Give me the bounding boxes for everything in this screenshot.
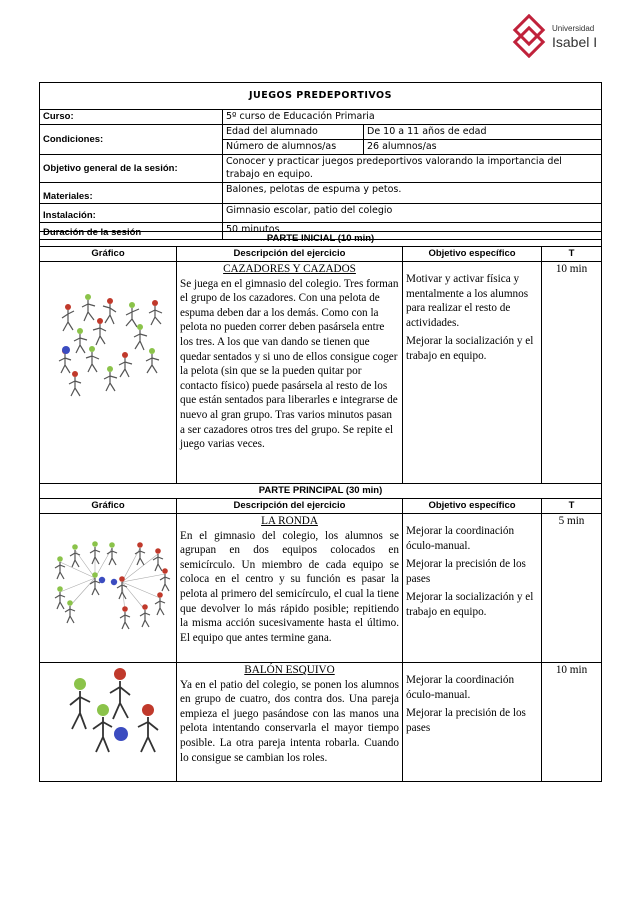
- col-grafico: Gráfico: [40, 499, 177, 514]
- curso-value: 5º curso de Educación Primaria: [223, 110, 602, 125]
- exercise-title: CAZADORES Y CAZADOS: [223, 263, 356, 275]
- parte-principal-title: PARTE PRINCIPAL (30 min): [40, 484, 602, 499]
- exercise-text: En el gimnasio del colegio, los alumnos se agrupan en dos equipos colocados en semicírculo. Un miembro de cada equipo se coloca en el centro y su función es pasar la pelota al primero del semicírculo, el cual la tiene que devolver lo más rápido posible; repitiendo la misma acción sucesivamente hasta el último. El equipo que antes termine gana.: [180, 529, 399, 644]
- balon-esquivo-time: 10 min: [542, 663, 602, 782]
- stick-figures-illustration: [40, 262, 177, 483]
- objective-item: Mejorar la coordinación óculo-manual.: [406, 525, 515, 552]
- instalacion-label: Instalación:: [40, 204, 223, 223]
- exercises-table: [39, 231, 602, 782]
- exercise-row: [40, 663, 602, 782]
- column-header-row: [40, 247, 602, 262]
- edad-label: Edad del alumnado: [223, 125, 364, 140]
- col-grafico: Gráfico: [40, 247, 177, 262]
- materiales-label: Materiales:: [40, 183, 223, 204]
- balon-esquivo-objectives: [403, 663, 542, 782]
- la-ronda-time: 5 min: [542, 514, 602, 663]
- col-tiempo: T: [542, 499, 602, 514]
- objective-item: Mejorar la precisión de los pases: [406, 558, 526, 585]
- materiales-value: Balones, pelotas de espuma y petos.: [223, 183, 602, 204]
- objective-item: Mejorar la socialización y el trabajo en equipo.: [406, 335, 534, 362]
- cazadores-graphic: [40, 262, 177, 484]
- instalacion-value: Gimnasio escolar, patio del colegio: [223, 204, 602, 223]
- cazadores-objectives: [403, 262, 542, 484]
- exercise-title: BALÓN ESQUIVO: [244, 664, 335, 676]
- objective-item: Mejorar la socialización y el trabajo en equipo.: [406, 591, 534, 618]
- exercise-row: [40, 514, 602, 663]
- objective-item: Mejorar la precisión de los pases: [406, 707, 526, 734]
- logo-line2: Isabel I: [552, 34, 598, 50]
- objetivo-label: Objetivo general de la sesión:: [40, 155, 223, 183]
- session-info-table: [39, 82, 602, 240]
- balon-esquivo-graphic: [40, 663, 177, 782]
- exercise-title: LA RONDA: [261, 515, 318, 527]
- col-descripcion: Descripción del ejercicio: [177, 499, 403, 514]
- cazadores-time: 10 min: [542, 262, 602, 484]
- col-objetivo: Objetivo específico: [403, 499, 542, 514]
- exercise-text: Se juega en el gimnasio del colegio. Tres forman el grupo de los cazadores. Con una pelota de espuma deben dar a los demás. Como con la pelota no pueden correr deben pasársela entre los tres. A los que van dando se tienen que quedar sentados y si uno de ellos consigue coger la pelota (sin que se la pueden quitar por contacto físico) puede pasársela al resto de los que están sentados para liberarles e integrarse de nuevo al gran grupo. Tras varios minutos pasan a ser cazadores otros tres del grupo. Se repite el juego varias veces.: [180, 277, 399, 451]
- circle-formation-illustration: [40, 514, 177, 662]
- col-descripcion: Descripción del ejercicio: [177, 247, 403, 262]
- col-objetivo: Objetivo específico: [403, 247, 542, 262]
- la-ronda-objectives: [403, 514, 542, 663]
- la-ronda-graphic: [40, 514, 177, 663]
- exercise-row: [40, 262, 602, 484]
- balon-esquivo-description: [177, 663, 403, 782]
- duracion-value: 50 minutos: [223, 223, 602, 240]
- page-title: JUEGOS PREDEPORTIVOS: [40, 83, 602, 110]
- two-vs-two-illustration: [40, 663, 177, 781]
- objective-item: Motivar y activar física y mentalmente a los alumnos para realizar el resto de actividades.: [406, 273, 529, 329]
- exercise-text: Ya en el patio del colegio, se ponen los alumnos en grupo de cuatro, dos contra dos. Una pareja empieza el juego pasándose con las manos una pelota intentando conservarla el mayor tiempo posible. La otra pareja intenta robarla. Cuando lo consigue se cambian los roles.: [180, 678, 399, 764]
- edad-value: De 10 a 11 años de edad: [364, 125, 602, 140]
- cazadores-description: [177, 262, 403, 484]
- condiciones-label: Condiciones:: [40, 125, 223, 155]
- la-ronda-description: [177, 514, 403, 663]
- curso-label: Curso:: [40, 110, 223, 125]
- parte-inicial-title: PARTE INICIAL (10 min): [40, 232, 602, 247]
- column-header-row-2: [40, 499, 602, 514]
- objetivo-value: Conocer y practicar juegos predeportivos valorando la importancia del trabajo en equipo.: [223, 155, 602, 183]
- objective-item: Mejorar la coordinación óculo-manual.: [406, 674, 515, 701]
- col-tiempo: T: [542, 247, 602, 262]
- logo-line1: Universidad: [552, 24, 595, 33]
- numero-value: 26 alumnos/as: [364, 140, 602, 155]
- numero-label: Número de alumnos/as: [223, 140, 364, 155]
- duracion-label: Duración de la sesión: [40, 223, 223, 240]
